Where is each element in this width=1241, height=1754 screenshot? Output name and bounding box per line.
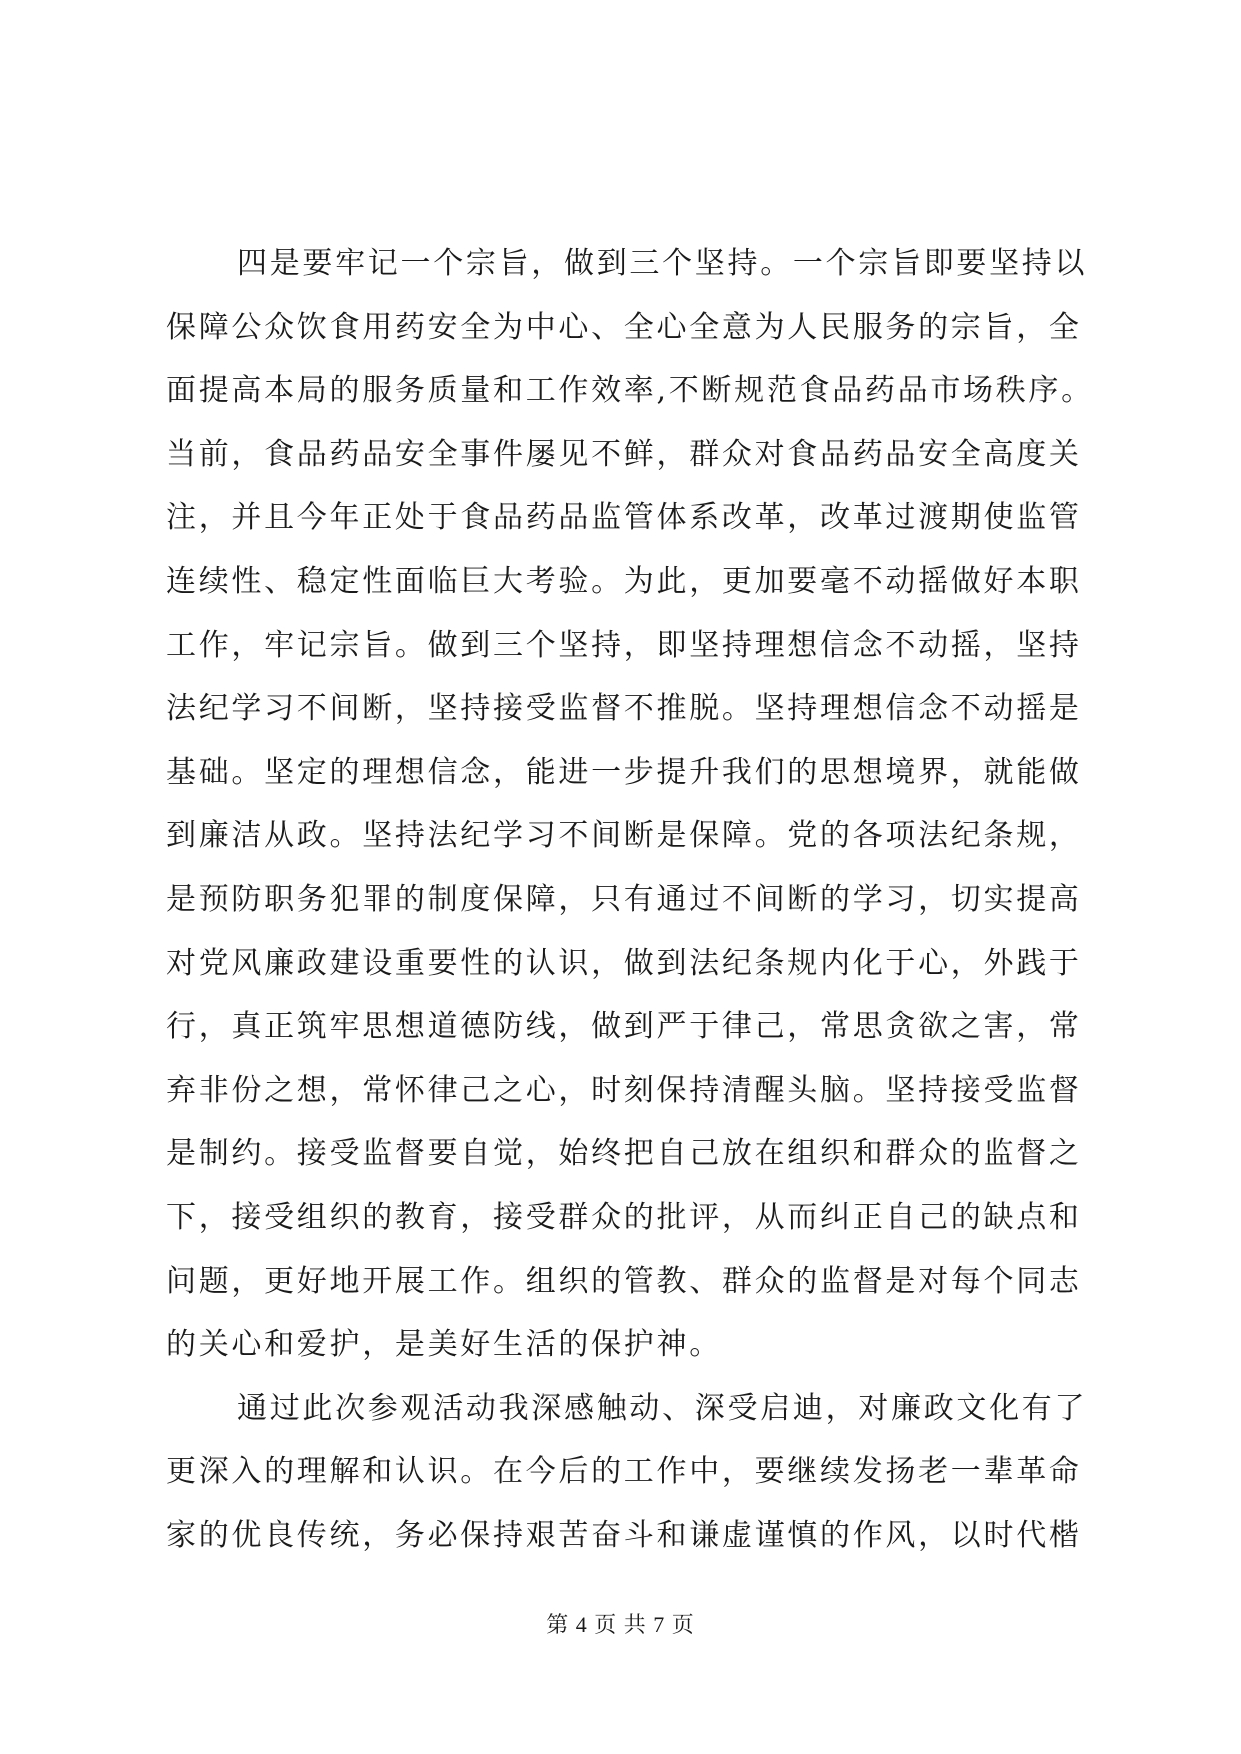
paragraph-1 [166, 232, 1094, 1377]
text-line: 对党风廉政建设重要性的认识，做到法纪条规内化于心，外践于 [166, 945, 1082, 981]
text-line: 更深入的理解和认识。在今后的工作中，要继续发扬老一辈革命 [166, 1454, 1082, 1490]
body-text [166, 232, 1094, 1567]
text-line: 行，真正筑牢思想道德防线，做到严于律己，常思贪欲之害，常 [166, 1009, 1082, 1045]
text-line: 基础。坚定的理想信念，能进一步提升我们的思想境界，就能做 [166, 754, 1082, 790]
text-line: 当前，食品药品安全事件屡见不鲜，群众对食品药品安全高度关 [166, 436, 1082, 472]
paragraph-2 [166, 1377, 1086, 1568]
text-line: 家的优良传统，务必保持艰苦奋斗和谦虚谨慎的作风，以时代楷 [166, 1517, 1082, 1553]
text-line: 下，接受组织的教育，接受群众的批评，从而纠正自己的缺点和 [166, 1199, 1082, 1235]
text-line: 法纪学习不间断，坚持接受监督不推脱。坚持理想信念不动摇是 [166, 691, 1082, 727]
text-line: 连续性、稳定性面临巨大考验。为此，更加要毫不动摇做好本职 [166, 563, 1082, 599]
text-line: 注，并且今年正处于食品药品监管体系改革，改革过渡期使监管 [166, 500, 1082, 536]
text-line: 到廉洁从政。坚持法纪学习不间断是保障。党的各项法纪条规， [166, 818, 1082, 854]
text-line: 面提高本局的服务质量和工作效率,不断规范食品药品市场秩序。 [166, 373, 1094, 409]
text-line: 是预防职务犯罪的制度保障，只有通过不间断的学习，切实提高 [166, 881, 1082, 917]
page-number: 第 4 页 共 7 页 [546, 1612, 695, 1637]
text-line: 问题，更好地开展工作。组织的管教、群众的监督是对每个同志 [166, 1263, 1082, 1299]
text-line: 四是要牢记一个宗旨，做到三个坚持。一个宗旨即要坚持以 [237, 246, 1088, 281]
text-line: 的关心和爱护，是美好生活的保护神。 [166, 1327, 722, 1363]
text-line: 是制约。接受监督要自觉，始终把自己放在组织和群众的监督之 [166, 1136, 1082, 1172]
text-line: 工作，牢记宗旨。做到三个坚持，即坚持理想信念不动摇，坚持 [166, 627, 1082, 663]
text-line: 通过此次参观活动我深感触动、深受启迪，对廉政文化有了 [237, 1390, 1088, 1426]
page-footer [0, 1608, 1241, 1639]
text-line: 弃非份之想，常怀律己之心，时刻保持清醒头脑。坚持接受监督 [166, 1072, 1082, 1108]
text-line: 保障公众饮食用药安全为中心、全心全意为人民服务的宗旨，全 [166, 309, 1082, 345]
